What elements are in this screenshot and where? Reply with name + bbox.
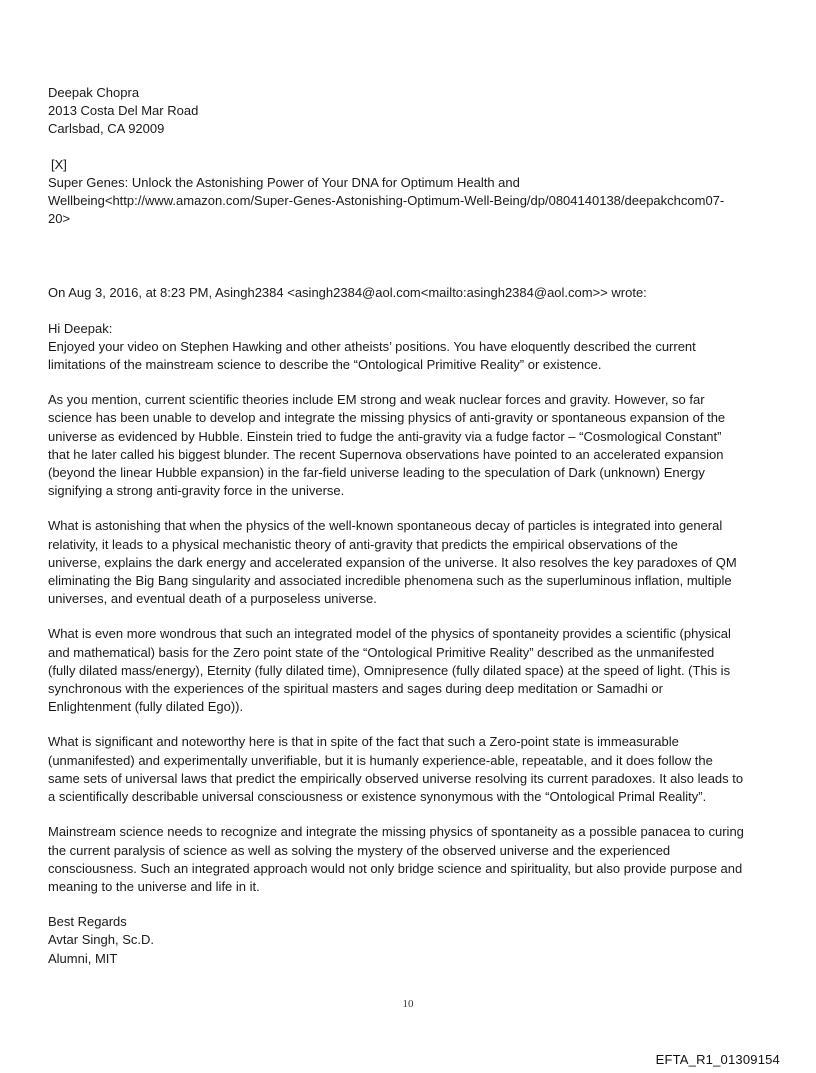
greeting-and-first-paragraph — [48, 320, 772, 338]
paragraph-line: What is even more wondrous that such an integrated model of the physics of spontaneity provides a scientific (physical — [48, 626, 731, 642]
quote-header-text: On Aug 3, 2016, at 8:23 PM, Asingh2384 <asingh2384@aol.com<mailto:asingh2384@aol.com>> wrote: — [48, 285, 647, 301]
paragraph-line: same sets of universal laws that predict the empirically observed universe resolving its current paradoxes. It also leads to — [48, 770, 744, 786]
paragraph-line: consciousness. Such an integrated approach would not only bridge science and spirituality, but also provide purpose and — [48, 860, 743, 876]
quote-header — [48, 284, 772, 302]
paragraph-line: and mathematical) basis for the Zero point state of the “Ontological Primitive Reality” described as the unmanifested — [48, 644, 715, 660]
sender-street: 2013 Costa Del Mar Road — [48, 103, 199, 119]
paragraph-line: What is astonishing that when the physics of the well-known spontaneous decay of particles is integrated into general — [48, 518, 723, 534]
book-link-block — [48, 156, 772, 229]
paragraph-line: eliminating the Big Bang singularity and associated incredible phenomena such as the superluminous inflation, multiple — [48, 573, 732, 589]
letter-body — [48, 84, 772, 968]
body-paragraph — [48, 823, 772, 896]
sender-address — [48, 84, 772, 139]
paragraph-line: As you mention, current scientific theories include EM strong and weak nuclear forces and gravity. However, so far — [48, 392, 705, 408]
book-link-url-end[interactable]: 20> — [48, 211, 71, 227]
sender-name: Deepak Chopra — [48, 85, 140, 100]
document-id: EFTA_R1_01309154 — [655, 1052, 780, 1067]
closing: Best Regards — [48, 914, 127, 930]
greeting: Hi Deepak: — [48, 320, 113, 336]
page-number: 10 — [402, 998, 414, 1010]
signer-name: Avtar Singh, Sc.D. — [48, 932, 154, 948]
body-paragraph — [48, 517, 772, 608]
paragraph-line: relativity, it leads to a physical mechanistic theory of anti-gravity that predicts the empirical observations of the — [48, 536, 678, 552]
paragraph-line: What is significant and noteworthy here is that in spite of the fact that such a Zero-point state is immeasurable — [48, 734, 679, 750]
paragraph-line: Enlightenment (fully dilated Ego)). — [48, 699, 244, 715]
paragraph-line: science has been unable to develop and integrate the missing physics of anti-gravity or spontaneous expansion of the — [48, 410, 726, 426]
body-paragraph — [48, 338, 772, 374]
book-title-line: Super Genes: Unlock the Astonishing Power of Your DNA for Optimum Health and — [48, 174, 520, 190]
paragraph-line: synchronous with the experiences of the spiritual masters and sages during deep meditation or Samadhi or — [48, 681, 663, 697]
book-link-url[interactable]: Wellbeing<http://www.amazon.com/Super-Genes-Astonishing-Optimum-Well-Being/dp/0804140138/deepakchcom07- — [48, 193, 725, 209]
sender-city: Carlsbad, CA 92009 — [48, 121, 165, 137]
paragraph-line: a scientifically describable universal consciousness or existence synonymous with the “Ontological Primal Reality”. — [48, 789, 707, 805]
signer-affiliation: Alumni, MIT — [48, 950, 118, 966]
body-paragraph — [48, 625, 772, 716]
email-paragraphs — [48, 338, 772, 896]
paragraph-line: signifying a strong anti-gravity force in the universe. — [48, 483, 345, 499]
paragraph-line: universe, explains the dark energy and accelerated expansion of the universe. It also resolves the key paradoxes of QM — [48, 554, 737, 570]
paragraph-line: that he later called his biggest blunder. The recent Supernova observations have pointed to an accelerated expansion — [48, 446, 724, 462]
paragraph-line: meaning to the universe and life in it. — [48, 878, 260, 894]
body-paragraph — [48, 733, 772, 806]
paragraph-line: limitations of the mainstream science to describe the “Ontological Primitive Reality” or existence. — [48, 357, 602, 373]
broken-image-marker: [X] — [51, 156, 67, 172]
paragraph-line: universe as evidenced by Hubble. Einstein tried to fudge the anti-gravity via a fudge factor – “Cosmological Constant” — [48, 428, 722, 444]
paragraph-line: the current paralysis of science as well as solving the mystery of the observed universe and the experienced — [48, 842, 671, 858]
paragraph-line: Enjoyed your video on Stephen Hawking and other atheists’ positions. You have eloquently described the current — [48, 338, 696, 354]
paragraph-line: universes, and eventual death of a purposeless universe. — [48, 591, 377, 607]
paragraph-line: (beyond the linear Hubble expansion) in the far-field universe leading to the speculation of Dark (unknown) Energy — [48, 465, 705, 481]
body-paragraph — [48, 391, 772, 500]
paragraph-line: (unmanifested) and experimentally unverifiable, but it is humanly experience-able, repeatable, and it does follow the — [48, 752, 713, 768]
paragraph-line: (fully dilated mass/energy), Eternity (fully dilated time), Omnipresence (fully dilated space) at the speed of light. (This is — [48, 662, 731, 678]
paragraph-line: Mainstream science needs to recognize and integrate the missing physics of spontaneity as a possible panacea to curing — [48, 824, 744, 840]
signature-block — [48, 913, 772, 968]
